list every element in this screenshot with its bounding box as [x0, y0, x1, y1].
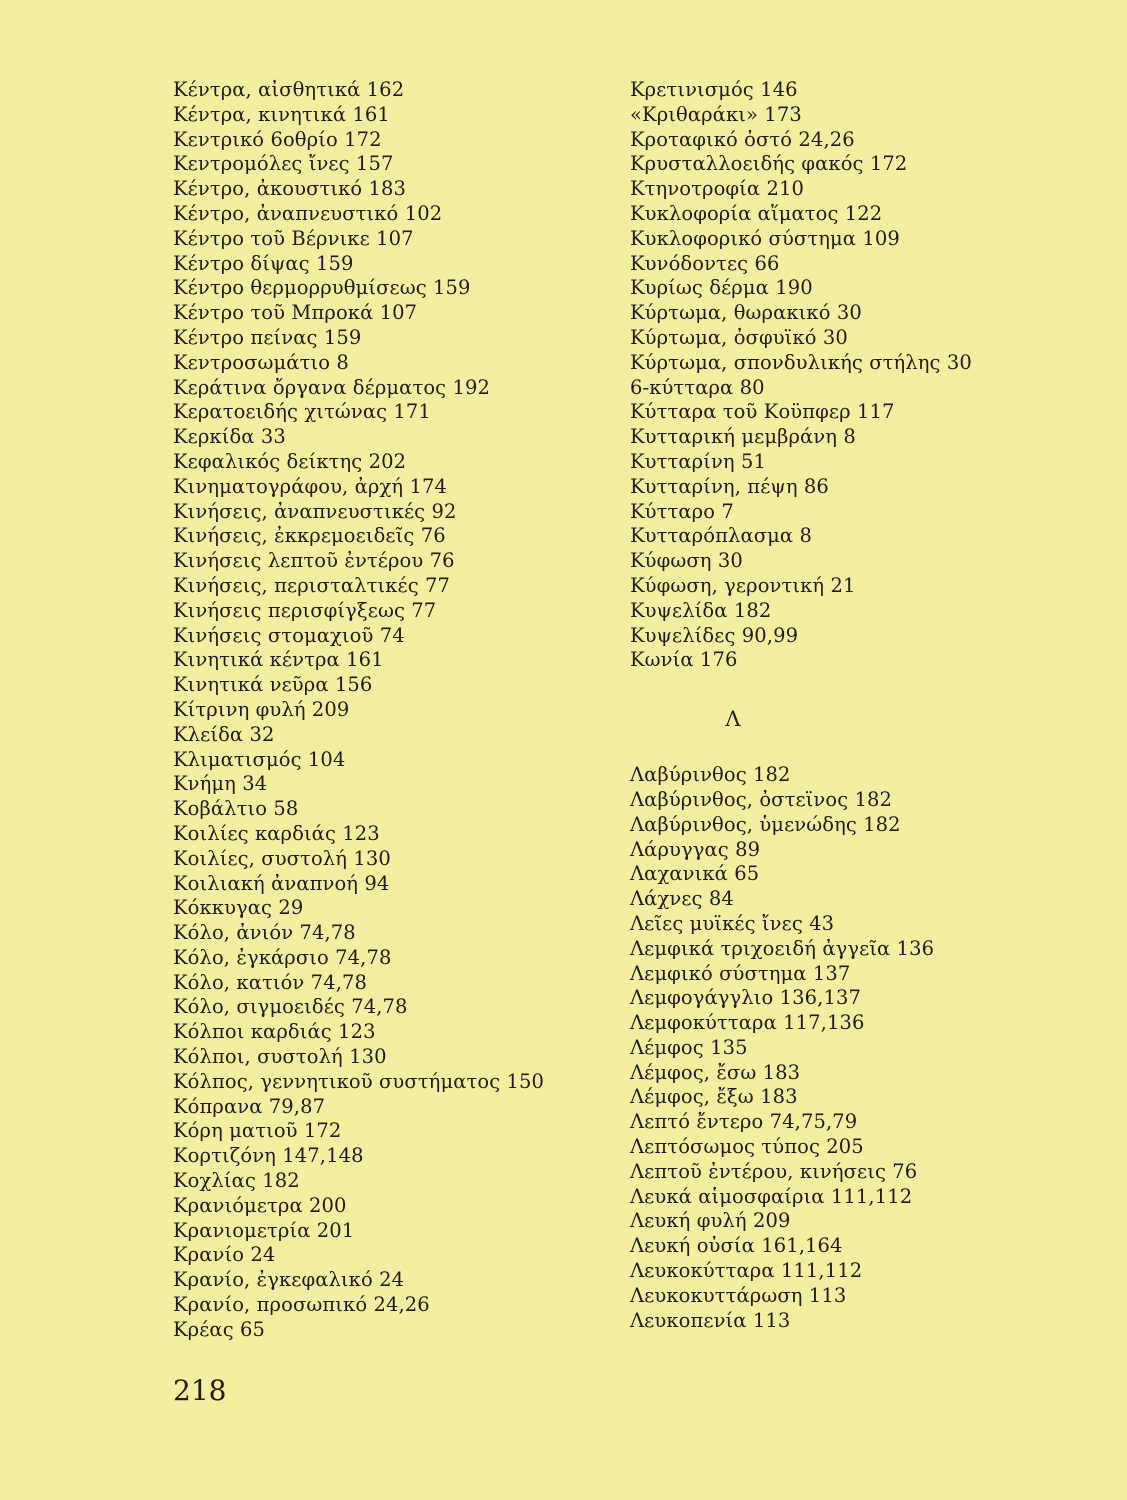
index-entry: Κυψελίδα 182 [630, 598, 772, 622]
index-entry: Λευκοπενία 113 [630, 1308, 791, 1332]
index-entry: Λευκά αἱμοσφαίρια 111,112 [630, 1184, 913, 1208]
index-entry: Λαβύρινθος 182 [630, 763, 791, 787]
index-entry: Κλιματισμός 104 [173, 747, 346, 771]
index-entry: Κόλο, κατιόν 74,78 [173, 970, 368, 994]
index-entry: Λεμφικά τριχοειδή ἀγγεῖα 136 [630, 936, 935, 960]
index-entry: Κρανιόμετρα 200 [173, 1193, 347, 1217]
index-entry: Κύφωση 30 [630, 549, 743, 573]
index-entry: Κρετινισμός 146 [630, 78, 798, 101]
index-entry: Κινήσεις, περισταλτικές 77 [173, 573, 451, 597]
index-entry: Κυκλοφορία αἵματος 122 [630, 201, 883, 225]
index-entry: Κυρίως δέρμα 190 [630, 276, 813, 300]
index-entry: Κέντρο, ἀκουστικό 183 [173, 177, 407, 201]
index-entry: Κυτταρική μεμβράνη 8 [630, 425, 856, 449]
index-entry: Κυκλοφορικό σύστημα 109 [630, 226, 900, 250]
index-entry: Κύρτωμα, σπονδυλικής στήλης 30 [630, 350, 972, 374]
index-entry: Κοιλίες καρδιάς 123 [173, 821, 380, 845]
index-entry: Κόκκυγας 29 [173, 896, 304, 920]
index-entry: Κρανίο, προσωπικό 24,26 [173, 1293, 430, 1317]
index-entry: Κεφαλικός δείκτης 202 [173, 449, 407, 473]
index-entry: Λεμφογάγγλιο 136,137 [630, 986, 861, 1010]
index-entry: Κινήσεις στομαχιοῦ 74 [173, 623, 405, 647]
index-entry: Κοχλίας 182 [173, 1169, 300, 1193]
index-entry: Κνήμη 34 [173, 772, 268, 796]
index-entry: Κύρτωμα, ὀσφυϊκό 30 [630, 325, 848, 349]
index-entry: Κέντρο τοῦ Βέρνικε 107 [173, 226, 414, 250]
index-entry: 6-κύτταρα 80 [630, 375, 765, 399]
index-entry: Λέμφος, ἔξω 183 [630, 1085, 798, 1109]
index-entry: Λέμφος, ἔσω 183 [630, 1060, 801, 1084]
index-entry: Κρανίο, ἐγκεφαλικό 24 [173, 1268, 405, 1292]
index-entry: Κινηματογράφου, ἀρχή 174 [173, 474, 448, 498]
index-entry: Κέντρα, κινητικά 161 [173, 102, 390, 126]
index-entry: Κόρη ματιοῦ 172 [173, 1119, 342, 1143]
index-entry: Κέντρα, αἰσθητικά 162 [173, 78, 405, 101]
index-entry: Κύφωση, γεροντική 21 [630, 573, 856, 597]
index-entry: Κερατοειδής χιτώνας 171 [173, 400, 431, 424]
index-entry: Κοιλίες, συστολή 130 [173, 846, 391, 870]
index-entry: Κόλποι καρδιάς 123 [173, 1020, 376, 1044]
index-entry: Κρανιομετρία 201 [173, 1218, 355, 1242]
index-entry: Λάρυγγας 89 [630, 837, 761, 861]
index-entry: Κινήσεις, ἐκκρεμοειδεῖς 76 [173, 524, 446, 548]
index-entry: Κεντρικό 6οθρίο 172 [173, 127, 382, 151]
right-index-column [630, 78, 1010, 1333]
index-entry: Κυνόδοντες 66 [630, 251, 780, 275]
index-entry: Κύρτωμα, θωρακικό 30 [630, 301, 862, 325]
index-entry: Κόλποι, συστολή 130 [173, 1045, 387, 1069]
index-entry: Κροταφικό ὀστό 24,26 [630, 127, 855, 151]
index-entry: Κέντρο πείνας 159 [173, 325, 362, 349]
index-entry: Κλείδα 32 [173, 722, 275, 746]
index-entry: Κόλο, ἐγκάρσιο 74,78 [173, 945, 392, 969]
index-entry: Κτηνοτροφία 210 [630, 177, 805, 201]
index-entry: Κυτταρίνη, πέψη 86 [630, 474, 829, 498]
index-entry: Κινήσεις λεπτοῦ ἐντέρου 76 [173, 549, 455, 573]
index-entry: Κερκίδα 33 [173, 425, 286, 449]
index-entry: «Κριθαράκι» 173 [630, 102, 802, 126]
index-entry: Κρανίο 24 [173, 1243, 276, 1267]
index-entry: Λάχνες 84 [630, 887, 734, 911]
index-entry: Λευκή οὐσία 161,164 [630, 1234, 843, 1258]
index-entry: Κεράτινα ὄργανα δέρματος 192 [173, 375, 491, 399]
index-entry: Κόλο, ἀνιόν 74,78 [173, 921, 356, 945]
index-entry: Λαβύρινθος, ὑμενώδης 182 [630, 812, 901, 836]
index-entry: Λεπτόσωμος τύπος 205 [630, 1135, 864, 1159]
section-heading-letter: Λ [725, 707, 741, 732]
index-entry: Λεμφοκύτταρα 117,136 [630, 1011, 865, 1035]
index-entry: Κυτταρόπλασμα 8 [630, 524, 812, 548]
index-entry: Κόπρανα 79,87 [173, 1094, 326, 1118]
index-entry: Κυτταρίνη 51 [630, 449, 767, 473]
index-entry: Κωνία 176 [630, 648, 738, 672]
index-entry: Κοβάλτιο 58 [173, 797, 299, 821]
index-entry: Κρέας 65 [173, 1317, 266, 1341]
index-entry: Λεπτό ἔντερο 74,75,79 [630, 1110, 858, 1134]
index-entry: Κέντρο δίψας 159 [173, 251, 354, 275]
index-entry: Κορτιζόνη 147,148 [173, 1144, 364, 1168]
index-entry: Λεπτοῦ ἐντέρου, κινήσεις 76 [630, 1159, 918, 1183]
index-entry: Κινητικά νεῦρα 156 [173, 673, 373, 697]
index-entry: Κινητικά κέντρα 161 [173, 648, 384, 672]
index-entry: Κυψελίδες 90,99 [630, 623, 799, 647]
index-entry: Κέντρο, ἀναπνευστικό 102 [173, 201, 443, 225]
index-entry: Κέντρο τοῦ Μπροκά 107 [173, 301, 418, 325]
index-entry: Κόλπος, γεννητικοῦ συστήματος 150 [173, 1069, 545, 1093]
index-entry: Κρυσταλλοειδής φακός 172 [630, 152, 908, 176]
index-entry: Λευκή φυλή 209 [630, 1209, 791, 1233]
index-entry: Λεῖες μυϊκές ἴνες 43 [630, 911, 835, 935]
page-number: 218 [173, 1374, 227, 1407]
left-index-column [173, 78, 593, 1343]
index-entry: Λέμφος 135 [630, 1035, 748, 1059]
index-entry: Κύτταρο 7 [630, 499, 734, 523]
index-entry: Κοιλιακή ἀναπνοή 94 [173, 871, 390, 895]
index-entry: Λεμφικό σύστημα 137 [630, 961, 851, 985]
index-entry: Κινήσεις περισφίγξεως 77 [173, 598, 437, 622]
index-entry: Λευκοκυττάρωση 113 [630, 1283, 847, 1307]
index-entry: Κίτρινη φυλή 209 [173, 697, 350, 721]
index-entry: Λαχανικά 65 [630, 862, 760, 886]
index-entry: Κινήσεις, ἀναπνευστικές 92 [173, 499, 457, 523]
index-entry: Λαβύρινθος, ὀστεϊνος 182 [630, 787, 893, 811]
index-entry: Κόλο, σιγμοειδές 74,78 [173, 995, 408, 1019]
index-entry: Κύτταρα τοῦ Κοϋπφερ 117 [630, 400, 895, 424]
index-entry: Κεντροσωμάτιο 8 [173, 350, 349, 374]
index-entry: Κεντρομόλες ἴνες 157 [173, 152, 394, 176]
index-entry: Λευκοκύτταρα 111,112 [630, 1259, 863, 1283]
index-entry: Κέντρο θερμορρυθμίσεως 159 [173, 276, 471, 300]
